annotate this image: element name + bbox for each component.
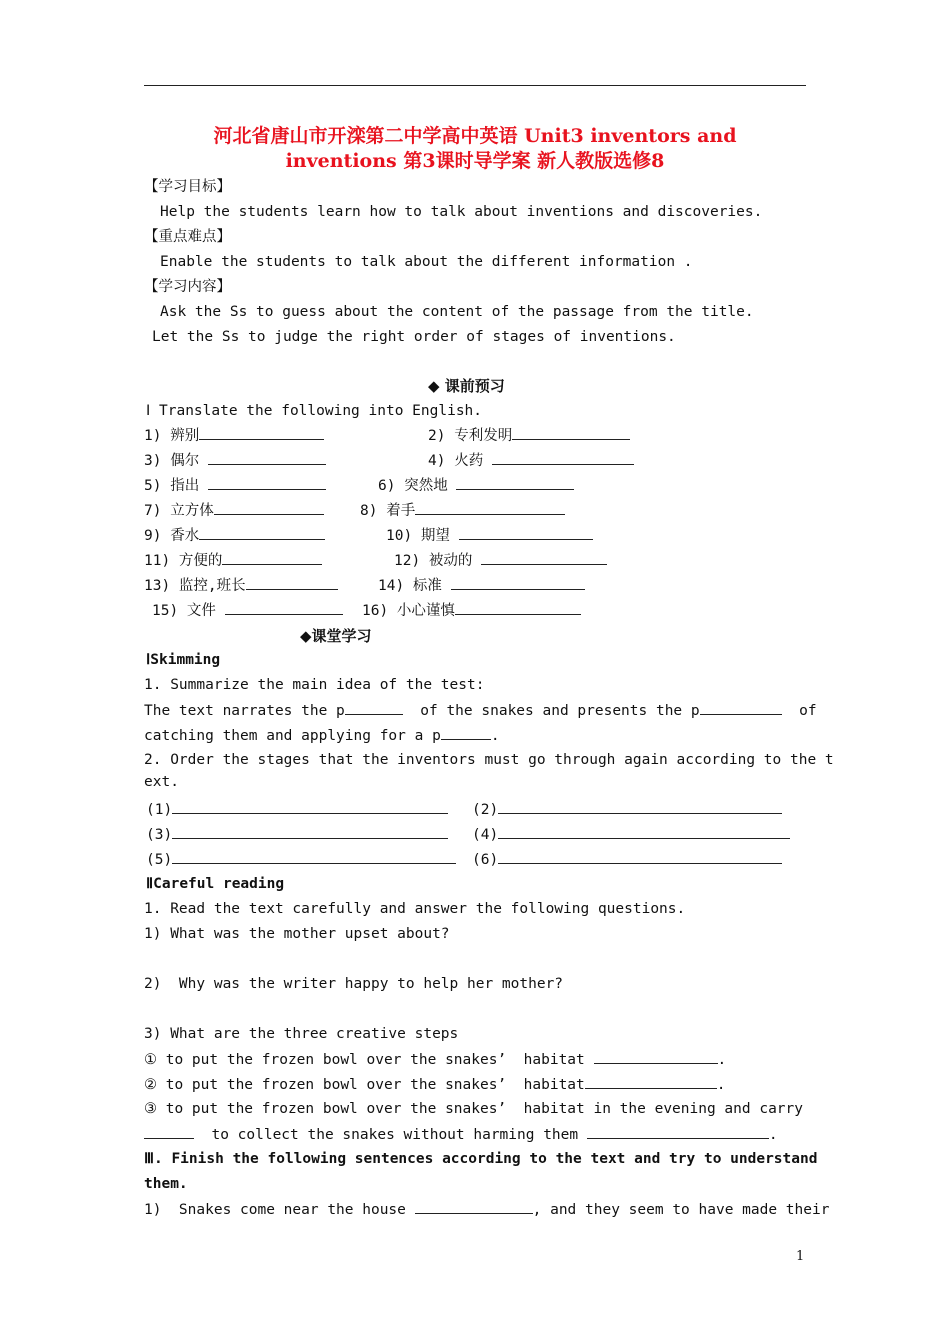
skimming-title: ⅠSkimming	[146, 652, 221, 668]
finish-title-line-1: Ⅲ. Finish the following sentences according to the text and try to understand	[144, 1151, 818, 1167]
stage-line: (1)	[146, 799, 448, 820]
stage-line: (2)	[472, 799, 782, 820]
careful-q1-2: 2) Why was the writer happy to help her mother?	[144, 976, 564, 992]
content-line-2: Let the Ss to judge the right order of stages of inventions.	[152, 329, 676, 345]
careful-q1-1: 1) What was the mother upset about?	[144, 926, 450, 942]
vocab-item: 4) 火药	[428, 450, 634, 471]
skimming-q1-line-1: The text narrates the p of the snakes and presents the p of	[144, 700, 806, 721]
vocab-item: 7) 立方体	[144, 500, 324, 521]
vocab-item: 3) 偶尔	[144, 450, 326, 471]
preview-heading: ◆ 课前预习	[428, 377, 505, 395]
creative-step-3-line-2: to collect the snakes without harming them .	[144, 1124, 778, 1145]
document-title-line-1: 河北省唐山市开滦第二中学高中英语 Unit3 inventors and	[213, 125, 737, 147]
key-points-text: Enable the students to talk about the different information .	[160, 254, 693, 270]
vocab-item: 9) 香水	[144, 525, 325, 546]
vocab-item: 13) 监控,班长	[144, 575, 338, 596]
vocab-item: 10) 期望	[386, 525, 593, 546]
vocab-item: 6) 突然地	[378, 475, 574, 496]
skimming-q1: 1. Summarize the main idea of the test:	[144, 677, 485, 693]
skimming-q1-line-2: catching them and applying for a p .	[144, 725, 500, 746]
skimming-q2-line-2: ext.	[144, 774, 179, 790]
vocab-item: 1) 辨别	[144, 425, 324, 446]
goals-text: Help the students learn how to talk about inventions and discoveries.	[160, 204, 763, 220]
preview-instruction: Ⅰ Translate the following into English.	[146, 403, 483, 419]
vocab-item: 11) 方便的	[144, 550, 322, 571]
vocab-item: 8) 着手	[360, 500, 565, 521]
vocab-item: 16) 小心谨慎	[362, 600, 581, 621]
class-study-heading: ◆课堂学习	[300, 627, 372, 645]
goals-label: 【学习目标】	[144, 179, 231, 195]
vocab-item: 12) 被动的	[394, 550, 607, 571]
page-number: 1	[796, 1249, 805, 1264]
vocab-item: 2) 专利发明	[428, 425, 630, 446]
creative-step-2: ② to put the frozen bowl over the snakes’ habitat .	[144, 1074, 726, 1095]
finish-title-line-2: them.	[144, 1176, 188, 1192]
stage-line: (3)	[146, 824, 448, 845]
careful-reading-title: ⅡCareful reading	[146, 876, 285, 892]
document-title-line-2: inventions 第3课时导学案 新人教版选修8	[285, 150, 665, 172]
vocab-item: 5) 指出	[144, 475, 326, 496]
creative-step-3-line-1: ③ to put the frozen bowl over the snakes’ habitat in the evening and carry	[144, 1101, 803, 1117]
header-rule	[144, 85, 806, 86]
careful-q1: 1. Read the text carefully and answer the following questions.	[144, 901, 686, 917]
key-points-label: 【重点难点】	[144, 229, 231, 245]
stage-line: (5)	[146, 849, 456, 870]
stage-line: (6)	[472, 849, 782, 870]
content-label: 【学习内容】	[144, 279, 231, 295]
vocab-item: 14) 标准	[378, 575, 585, 596]
stage-line: (4)	[472, 824, 790, 845]
skimming-q2-line-1: 2. Order the stages that the inventors must go through again according to the t	[144, 752, 834, 768]
careful-q1-3: 3) What are the three creative steps	[144, 1026, 459, 1042]
creative-step-1: ① to put the frozen bowl over the snakes’ habitat .	[144, 1049, 726, 1070]
vocab-item: 15) 文件	[152, 600, 343, 621]
finish-sentence-1: 1) Snakes come near the house , and they seem to have made their	[144, 1199, 829, 1220]
content-line-1: Ask the Ss to guess about the content of the passage from the title.	[160, 304, 754, 320]
